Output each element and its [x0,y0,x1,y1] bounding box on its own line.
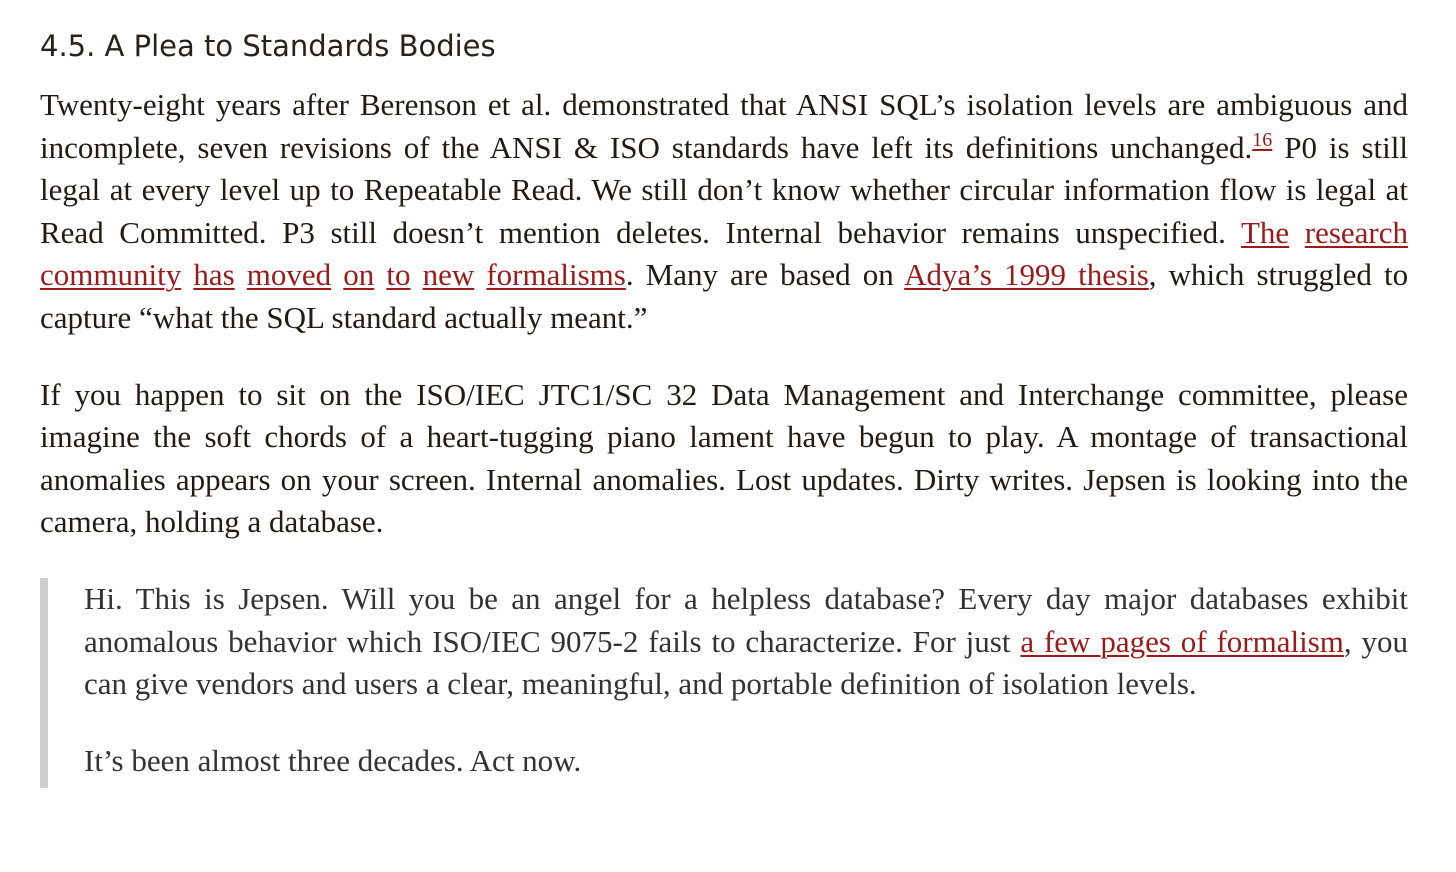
link-moved[interactable]: moved [246,257,332,293]
link-research[interactable]: research [1304,214,1409,250]
paragraph-text: . Many are based on [625,257,905,293]
link-the[interactable]: The [1240,214,1290,250]
paragraph-committee-plea: If you happen to sit on the ISO/IEC JTC1/SC 32 Data Management and Interchange committee, please imagine the soft chords of a heart-tugging piano lament have begun to play. A montage of transactional anomalies appears on your screen. Internal anomalies. Lost updates. Dirty writes. Jepsen is looking into the camera, holding a database. [40,376,1408,540]
paragraph-text: , which struggled to capture “what the SQL standard actually meant.” [40,257,1409,335]
quote-closing-line: It’s been almost three decades. Act now. [84,742,582,778]
paragraph-text: Twenty-eight years after Berenson et al. demonstrated that ANSI SQL’s isolation levels are ambiguous and incomplete, seven revisions of the ANSI & ISO standards have left its definitions unchanged. [40,87,1408,165]
link-on[interactable]: on [343,257,375,293]
link-new[interactable]: new [422,257,475,293]
link-has[interactable]: has [193,257,235,293]
blockquote [40,578,1408,788]
quote-text: , you can give vendors and users a clear, meaningful, and portable definition of isolation levels. [84,623,1409,702]
link-few-pages-formalism[interactable]: a few pages of formalism [1020,623,1344,659]
link-to[interactable]: to [386,257,411,293]
paragraph-text: P0 is still legal at every level up to Repeatable Read. We still don’t know whether circular information flow is legal at Read Committed. P3 still doesn’t mention deletes. Internal behavior remains unspecified. [40,129,1408,250]
link-community[interactable]: community [40,257,182,293]
link-adya-thesis[interactable]: Adya’s 1999 thesis [904,257,1149,293]
quote-text: Hi. This is Jepsen. Will you be an angel for a helpless database? Every day major databases exhibit anomalous behavior which ISO/IEC 9075-2 fails to characterize. For just [84,580,1408,659]
article-section [40,22,1408,788]
paragraph-standards-history [40,84,1408,340]
quote-paragraph [84,578,1408,706]
footnote-link[interactable]: 16 [1252,128,1273,151]
link-formalisms[interactable]: formalisms [486,257,626,293]
section-heading: 4.5. A Plea to Standards Bodies [40,29,496,63]
